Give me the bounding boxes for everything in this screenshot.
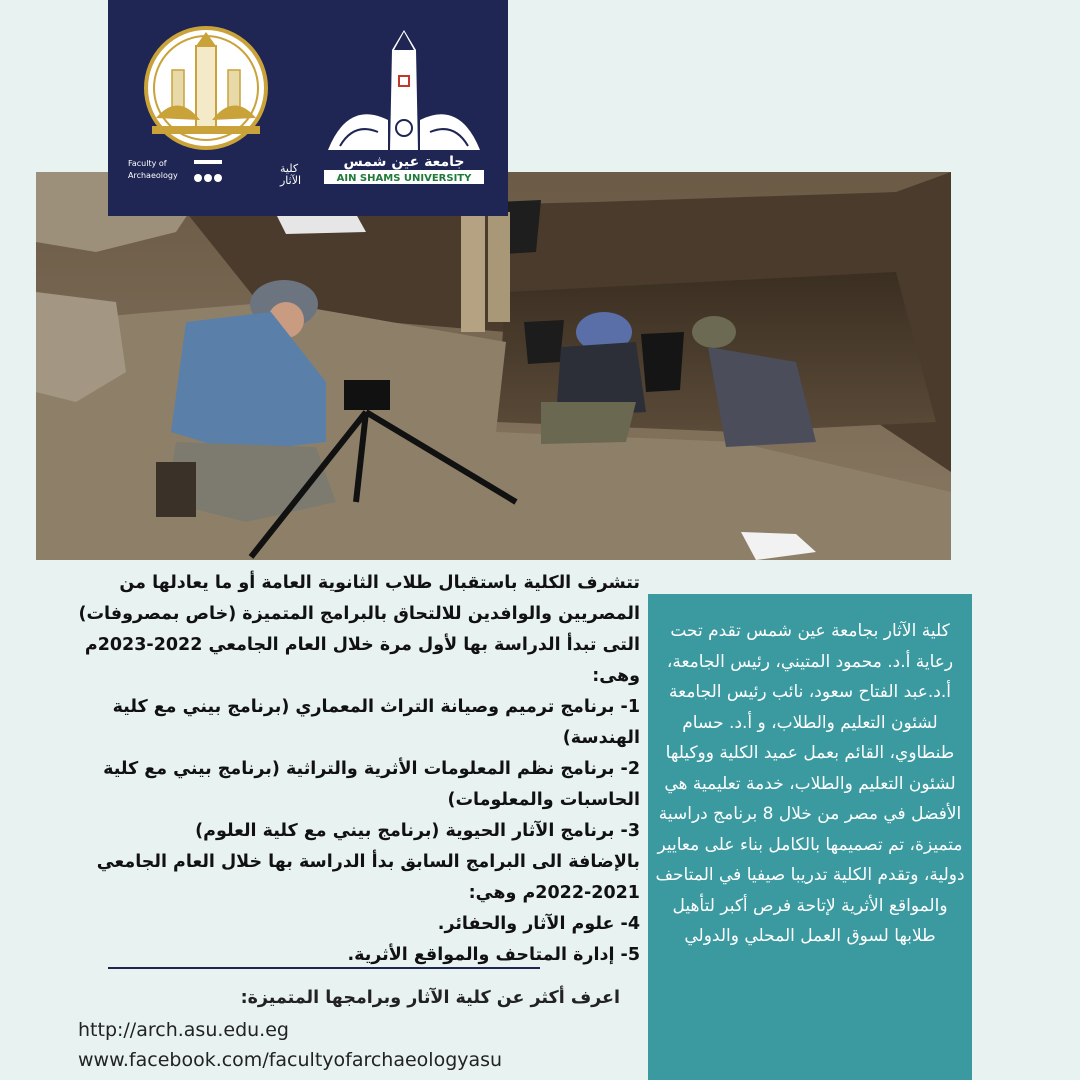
ain-shams-university-logo bbox=[324, 30, 484, 184]
programs-announcement bbox=[70, 568, 640, 971]
program-item: 4- علوم الآثار والحفائر. bbox=[437, 914, 640, 934]
svg-text:Archaeology: Archaeology bbox=[128, 171, 178, 180]
program-item: 1- برنامج ترميم وصيانة التراث المعماري (برنامج بيني مع كلية الهندسة) bbox=[112, 697, 640, 748]
svg-text:الآثار: الآثار bbox=[280, 174, 302, 187]
intro-paragraph: تتشرف الكلية باستقبال طلاب الثانوية العامة أو ما يعادلها من المصريين والوافدين للالتحاق بالبرامج المتميزة (خاص بمصروفات) التى تبدأ الدراسة بها لأول مرة خلال العام الجامعي 2022-2023م وهى: bbox=[78, 573, 640, 686]
divider bbox=[108, 967, 540, 969]
program-item: 2- برنامج نظم المعلومات الأثرية والتراثية (برنامج بيني مع كلية الحاسبات والمعلومات) bbox=[103, 759, 640, 810]
faculty-description-box bbox=[648, 594, 972, 1080]
addition-paragraph: بالإضافة الى البرامج السابق بدأ الدراسة بها خلال العام الجامعي 2021-2022م وهي: bbox=[96, 852, 640, 903]
svg-text:Faculty of: Faculty of bbox=[128, 159, 167, 168]
facebook-link[interactable]: www.facebook.com/facultyofarchaeologyasu bbox=[78, 1049, 503, 1071]
learn-more-heading: اعرف أكثر عن كلية الآثار وبرامجها المتميزة: bbox=[240, 988, 620, 1008]
svg-text:جامعة عين شمس: جامعة عين شمس bbox=[343, 154, 465, 170]
program-item: 5- إدارة المتاحف والمواقع الأثرية. bbox=[347, 945, 640, 965]
faculty-of-archaeology-logo bbox=[128, 28, 301, 187]
excavation-photo bbox=[36, 172, 951, 560]
svg-text:AIN SHAMS UNIVERSITY: AIN SHAMS UNIVERSITY bbox=[336, 173, 472, 184]
program-item: 3- برنامج الآثار الحيوية (برنامج بيني مع كلية العلوم) bbox=[195, 821, 640, 841]
faculty-description-text: كلية الآثار بجامعة عين شمس تقدم تحت رعاية أ.د. محمود المتيني، رئيس الجامعة، أ.د.عبد الفتاح سعود، نائب رئيس الجامعة لشئون التعليم والطلاب، و أ.د. حسام طنطاوي، القائم بعمل عميد الكلية ووكيلها لشئون التعليم والطلاب، خدمة تعليمية هي الأفضل في مصر من خلال 8 برنامج دراسية متميزة، تم تصميمها بالكامل بناء على معايير دولية، وتقدم الكلية تدريبا صيفيا في المتاحف والمواقع الأثرية لإتاحة فرص أكبر لتأهيل طلابها لسوق العمل المحلي والدولي bbox=[655, 621, 965, 946]
svg-text:كلية: كلية bbox=[280, 162, 299, 175]
website-link[interactable]: http://arch.asu.edu.eg bbox=[78, 1019, 289, 1041]
logo-band bbox=[108, 0, 508, 216]
